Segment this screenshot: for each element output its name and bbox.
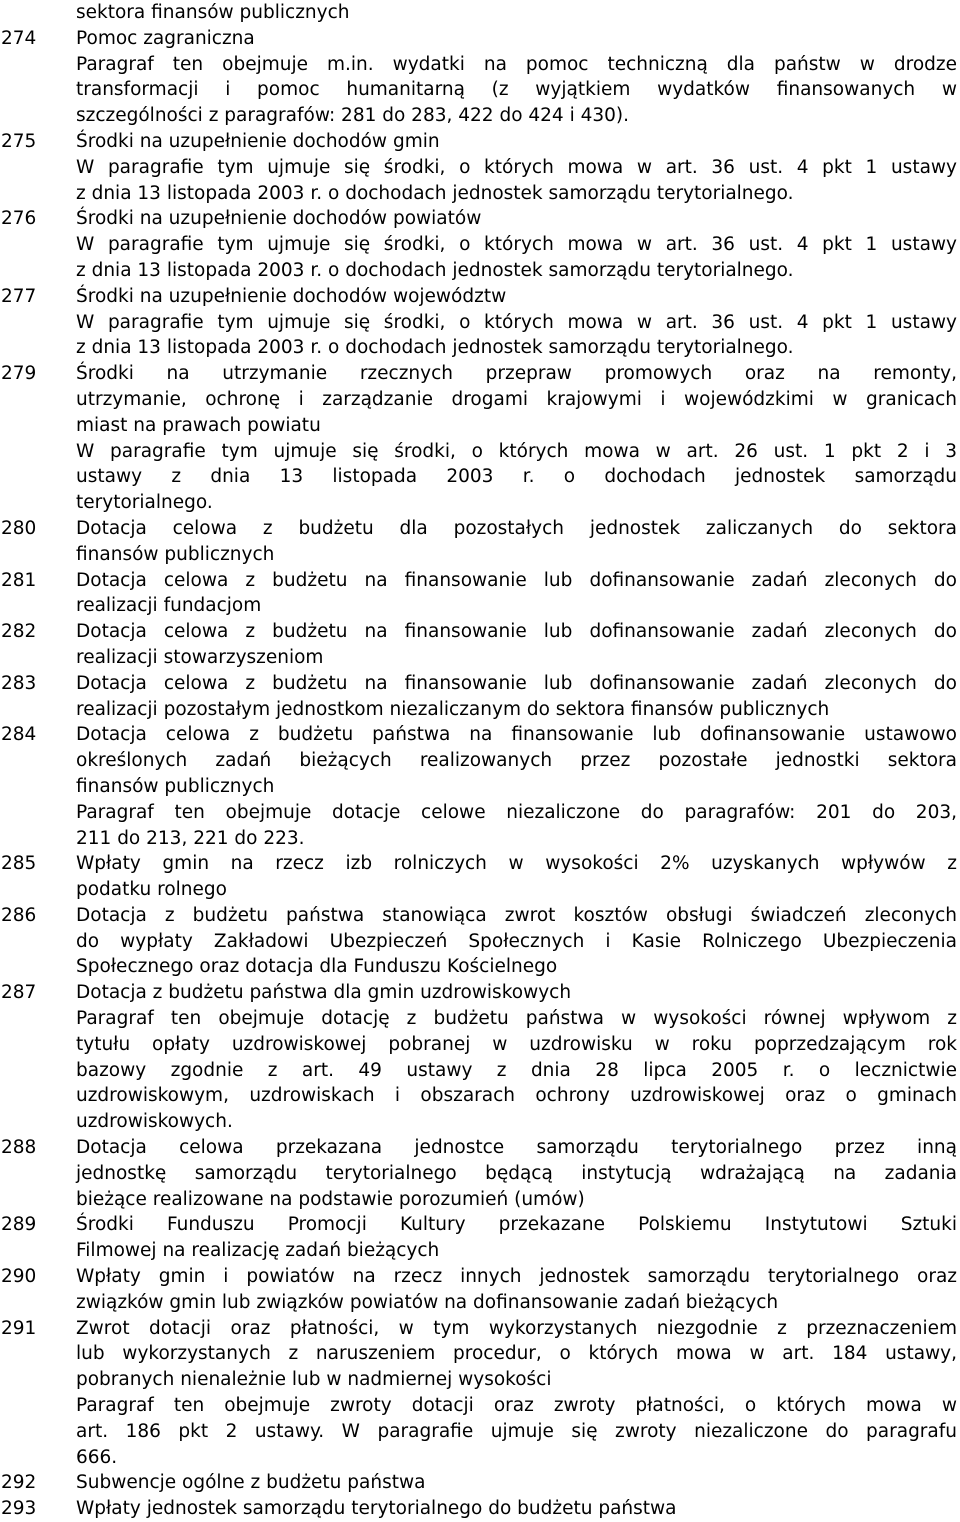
text-line: Paragraf ten obejmuje m.in. wydatki na pomoc techniczną dla państw w drodze bbox=[76, 53, 957, 75]
text-line: miast na prawach powiatu bbox=[76, 414, 321, 436]
paragraph-code: 277 bbox=[1, 285, 37, 307]
text-line: Dotacja celowa z budżetu na finansowanie lub dofinansowanie zadań zleconych do bbox=[76, 569, 957, 591]
paragraph-entry bbox=[0, 851, 960, 903]
text-line: finansów publicznych bbox=[76, 775, 275, 797]
text-line: Dotacja celowa z budżetu na finansowanie lub dofinansowanie zadań zleconych do bbox=[76, 621, 957, 643]
paragraph-body bbox=[76, 980, 957, 1135]
text-line: utrzymanie, ochronę i zarządzanie drogami krajowymi i wojewódzkimi w granicach bbox=[76, 388, 957, 410]
paragraph-body bbox=[76, 1496, 957, 1522]
text-line: realizacji pozostałym jednostkom niezaliczanym do sektora finansów publicznych bbox=[76, 698, 830, 720]
paragraph-code: 280 bbox=[1, 517, 37, 539]
text-line: podatku rolnego bbox=[76, 879, 227, 901]
paragraph-body bbox=[76, 1470, 957, 1496]
paragraph-entry bbox=[0, 619, 960, 671]
text-line: W paragrafie tym ujmuje się środki, o których mowa w art. 36 ust. 4 pkt 1 ustawy bbox=[76, 156, 957, 178]
paragraph-entry bbox=[0, 1135, 960, 1212]
paragraph-body bbox=[76, 903, 957, 980]
text-line: Dotacja celowa z budżetu na finansowanie lub dofinansowanie zadań zleconych do bbox=[76, 672, 957, 694]
text-line: Dotacja celowa z budżetu państwa na finansowanie lub dofinansowanie ustawowo bbox=[76, 724, 957, 746]
paragraph-code: 292 bbox=[1, 1472, 37, 1494]
text-line: z dnia 13 listopada 2003 r. o dochodach jednostek samorządu terytorialnego. bbox=[76, 259, 794, 281]
paragraph-entry bbox=[0, 516, 960, 568]
text-line: finansów publicznych bbox=[76, 543, 275, 565]
text-line: realizacji stowarzyszeniom bbox=[76, 646, 324, 668]
paragraph-entry bbox=[0, 568, 960, 620]
text-line: realizacji fundacjom bbox=[76, 595, 262, 617]
paragraph-body bbox=[76, 619, 957, 671]
paragraph-code: 283 bbox=[1, 672, 37, 694]
paragraph-code: 279 bbox=[1, 363, 37, 385]
paragraph-body bbox=[76, 206, 957, 283]
text-line: Wpłaty gmin na rzecz izb rolniczych w wysokości 2% uzyskanych wpływów z bbox=[76, 853, 957, 875]
paragraph-entry bbox=[0, 1316, 960, 1471]
text-line: art. 186 pkt 2 ustawy. W paragrafie ujmuje się zwroty niezaliczone do paragrafu bbox=[76, 1420, 957, 1442]
paragraph-entry bbox=[0, 26, 960, 129]
text-line: Wpłaty gmin i powiatów na rzecz innych jednostek samorządu terytorialnego oraz bbox=[76, 1266, 957, 1288]
paragraph-code: 281 bbox=[1, 569, 37, 591]
text-line: uzdrowiskowym, uzdrowiskach i obszarach ochrony uzdrowiskowej oraz o gminach bbox=[76, 1085, 957, 1107]
text-line: szczególności z paragrafów: 281 do 283, 422 do 424 i 430). bbox=[76, 105, 630, 127]
paragraph-body bbox=[76, 284, 957, 361]
paragraph-entry bbox=[0, 1212, 960, 1264]
text-line: lub wykorzystanych z naruszeniem procedur, o których mowa w art. 184 ustawy, bbox=[76, 1343, 957, 1365]
paragraph-entry bbox=[0, 129, 960, 206]
paragraph-code: 288 bbox=[1, 1137, 37, 1159]
paragraph-body bbox=[76, 851, 957, 903]
paragraph-body bbox=[76, 129, 957, 206]
paragraph-code: 293 bbox=[1, 1498, 37, 1520]
paragraph-code: 274 bbox=[1, 27, 37, 49]
paragraph-body bbox=[76, 0, 957, 26]
paragraph-code: 285 bbox=[1, 853, 37, 875]
paragraph-code: 284 bbox=[1, 724, 37, 746]
paragraph-entry bbox=[0, 1264, 960, 1316]
text-line: Filmowej na realizację zadań bieżących bbox=[76, 1240, 440, 1262]
paragraph-entry bbox=[0, 1496, 960, 1522]
text-line: Zwrot dotacji oraz płatności, w tym wykorzystanych niezgodnie z przeznaczeniem bbox=[76, 1317, 957, 1339]
text-line: tytułu opłaty uzdrowiskowej pobranej w uzdrowisku w roku poprzedzającym rok bbox=[76, 1033, 957, 1055]
text-line: bazowy zgodnie z art. 49 ustawy z dnia 28 lipca 2005 r. o lecznictwie bbox=[76, 1059, 957, 1081]
paragraph-entry bbox=[0, 206, 960, 283]
text-line: jednostkę samorządu terytorialnego będącą instytucją wdrażającą na zadania bbox=[76, 1162, 957, 1184]
text-line: W paragrafie tym ujmuje się środki, o których mowa w art. 36 ust. 4 pkt 1 ustawy bbox=[76, 311, 957, 333]
text-line: Wpłaty jednostek samorządu terytorialnego do budżetu państwa bbox=[76, 1498, 677, 1520]
text-line: uzdrowiskowych. bbox=[76, 1111, 233, 1133]
paragraph-entry bbox=[0, 1470, 960, 1496]
paragraph-entry bbox=[0, 284, 960, 361]
text-line: Dotacja z budżetu państwa stanowiąca zwrot kosztów obsługi świadczeń zleconych bbox=[76, 904, 957, 926]
text-line: 666. bbox=[76, 1446, 118, 1468]
text-line: Środki Funduszu Promocji Kultury przekazane Polskiemu Instytutowi Sztuki bbox=[76, 1214, 957, 1236]
paragraph-code: 282 bbox=[1, 621, 37, 643]
text-line: bieżące realizowane na podstawie porozumień (umów) bbox=[76, 1188, 585, 1210]
paragraph-code: 287 bbox=[1, 982, 37, 1004]
paragraph-body bbox=[76, 1316, 957, 1471]
text-line: ustawy z dnia 13 listopada 2003 r. o dochodach jednostek samorządu bbox=[76, 466, 957, 488]
text-line: określonych zadań bieżących realizowanych przez pozostałe jednostki sektora bbox=[76, 750, 957, 772]
text-line: Paragraf ten obejmuje zwroty dotacji oraz zwroty płatności, o których mowa w bbox=[76, 1395, 957, 1417]
text-line: Subwencje ogólne z budżetu państwa bbox=[76, 1472, 426, 1494]
text-line: Dotacja celowa przekazana jednostce samorządu terytorialnego przez inną bbox=[76, 1137, 957, 1159]
text-line: Dotacja celowa z budżetu dla pozostałych jednostek zaliczanych do sektora bbox=[76, 517, 957, 539]
paragraph-code: 291 bbox=[1, 1317, 37, 1339]
text-line: z dnia 13 listopada 2003 r. o dochodach jednostek samorządu terytorialnego. bbox=[76, 337, 794, 359]
paragraph-code: 290 bbox=[1, 1266, 37, 1288]
paragraph-entry bbox=[0, 671, 960, 723]
paragraph-entry bbox=[0, 0, 960, 26]
paragraph-body bbox=[76, 361, 957, 516]
text-line: Środki na uzupełnienie dochodów gmin bbox=[76, 130, 440, 152]
text-line: z dnia 13 listopada 2003 r. o dochodach jednostek samorządu terytorialnego. bbox=[76, 182, 794, 204]
text-line: do wypłaty Zakładowi Ubezpieczeń Społecznych i Kasie Rolniczego Ubezpieczenia bbox=[76, 930, 957, 952]
paragraph-body bbox=[76, 722, 957, 851]
paragraph-entry bbox=[0, 361, 960, 516]
text-line: Środki na utrzymanie rzecznych przepraw promowych oraz na remonty, bbox=[76, 363, 957, 385]
text-line: W paragrafie tym ujmuje się środki, o których mowa w art. 26 ust. 1 pkt 2 i 3 bbox=[76, 440, 957, 462]
paragraph-body bbox=[76, 671, 957, 723]
text-line: Paragraf ten obejmuje dotację z budżetu państwa w wysokości równej wpływom z bbox=[76, 1008, 957, 1030]
paragraph-entry bbox=[0, 722, 960, 851]
paragraph-code: 276 bbox=[1, 208, 37, 230]
text-line: W paragrafie tym ujmuje się środki, o których mowa w art. 36 ust. 4 pkt 1 ustawy bbox=[76, 234, 957, 256]
paragraph-body bbox=[76, 568, 957, 620]
paragraph-body bbox=[76, 516, 957, 568]
text-line: Dotacja z budżetu państwa dla gmin uzdrowiskowych bbox=[76, 982, 572, 1004]
paragraph-body bbox=[76, 26, 957, 129]
paragraph-body bbox=[76, 1135, 957, 1212]
text-line: Paragraf ten obejmuje dotacje celowe niezaliczone do paragrafów: 201 do 203, bbox=[76, 801, 957, 823]
text-line: Środki na uzupełnienie dochodów województw bbox=[76, 285, 507, 307]
text-line: 211 do 213, 221 do 223. bbox=[76, 827, 305, 849]
text-line: Pomoc zagraniczna bbox=[76, 27, 255, 49]
paragraph-body bbox=[76, 1264, 957, 1316]
paragraph-code: 286 bbox=[1, 904, 37, 926]
paragraph-code: 275 bbox=[1, 130, 37, 152]
paragraph-code: 289 bbox=[1, 1214, 37, 1236]
text-line: sektora finansów publicznych bbox=[76, 2, 350, 23]
paragraph-entry bbox=[0, 980, 960, 1135]
paragraph-body bbox=[76, 1212, 957, 1264]
text-line: Środki na uzupełnienie dochodów powiatów bbox=[76, 208, 482, 230]
paragraph-entry bbox=[0, 903, 960, 980]
text-line: terytorialnego. bbox=[76, 492, 213, 514]
text-line: Społecznego oraz dotacja dla Funduszu Kościelnego bbox=[76, 956, 558, 978]
text-line: związków gmin lub związków powiatów na dofinansowanie zadań bieżących bbox=[76, 1291, 779, 1313]
text-line: transformacji i pomoc humanitarną (z wyjątkiem wydatków finansowanych w bbox=[76, 79, 957, 101]
text-line: pobranych nienależnie lub w nadmiernej wysokości bbox=[76, 1369, 552, 1391]
